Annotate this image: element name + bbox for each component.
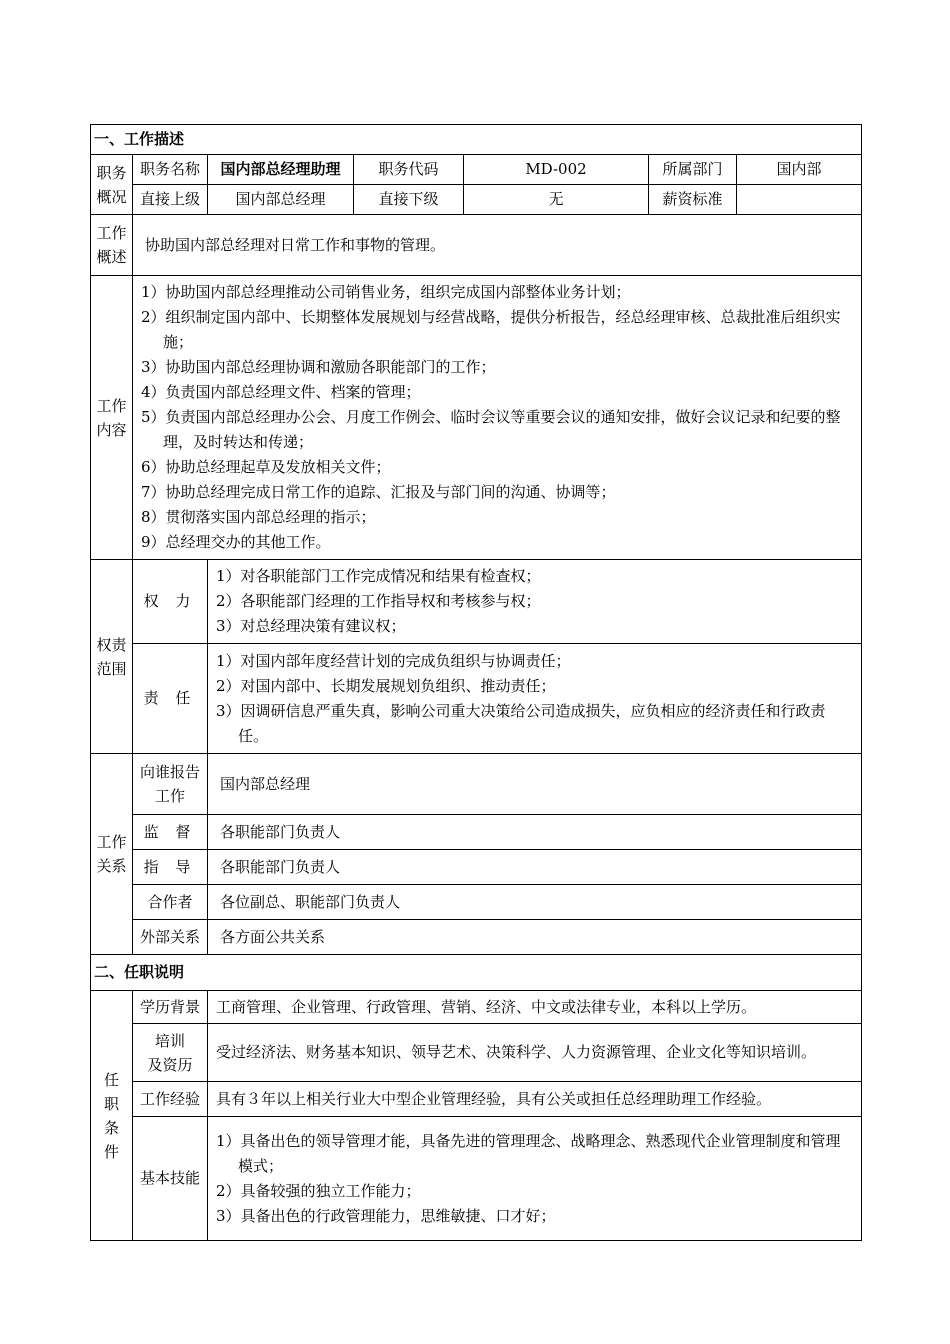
external-relations-value: 各方面公共关系 (208, 920, 862, 955)
guide-value: 各职能部门负责人 (208, 850, 862, 885)
supervise-value: 各职能部门负责人 (208, 815, 862, 850)
relation-row-external (91, 920, 862, 955)
position-code-value: MD-002 (464, 155, 649, 185)
training-value: 受过经济法、财务基本知识、领导艺术、决策科学、人力资源管理、企业文化等知识培训。 (208, 1024, 862, 1082)
direct-subordinate-value: 无 (464, 185, 649, 215)
report-to-label: 向谁报告 工作 (133, 754, 208, 815)
experience-row (91, 1082, 862, 1117)
section-header-row (91, 125, 862, 155)
relation-row-report (91, 754, 862, 815)
direct-superior-value: 国内部总经理 (208, 185, 354, 215)
skills-label: 基本技能 (133, 1117, 208, 1241)
section-title-job-description: 一、工作描述 (91, 125, 862, 155)
power-label: 权 力 (133, 560, 208, 644)
list-item: 3）具备出色的行政管理能力，思维敏捷、口才好； (216, 1206, 556, 1225)
supervise-label: 监 督 (133, 815, 208, 850)
department-value: 国内部 (737, 155, 862, 185)
power-row (91, 560, 862, 644)
list-item: 2）各职能部门经理的工作指导权和考核参与权； (216, 592, 541, 610)
relation-row-cooperate (91, 885, 862, 920)
qualifications-label: 任 职 条 件 (91, 991, 133, 1241)
position-name-value: 国内部总经理助理 (208, 155, 354, 185)
relation-row-guide (91, 850, 862, 885)
scope-label: 权责 范围 (91, 560, 133, 754)
list-item: 1）对国内部年度经营计划的完成负组织与协调责任； (216, 651, 571, 670)
section-title-qualifications: 二、任职说明 (91, 955, 862, 991)
report-to-value: 国内部总经理 (208, 754, 862, 815)
power-list (208, 560, 862, 644)
work-content-row (91, 276, 862, 560)
list-item: 5）负责国内部总经理办公会、月度工作例会、临时会议等重要会议的通知安排，做好会议记录和纪要的整理，及时转达和传递； (141, 408, 841, 451)
position-code-label: 职务代码 (354, 155, 464, 185)
list-item: 6）协助总经理起草及发放相关文件； (141, 458, 391, 476)
work-summary-text: 协助国内部总经理对日常工作和事物的管理。 (133, 215, 862, 276)
relation-row-supervise (91, 815, 862, 850)
list-item: 3）因调研信息严重失真，影响公司重大决策给公司造成损失，应负相应的经济责任和行政责任。 (216, 701, 826, 745)
training-row (91, 1024, 862, 1082)
list-item: 3）对总经理决策有建议权； (216, 617, 406, 635)
salary-standard-label: 薪资标准 (649, 185, 737, 215)
work-summary-row (91, 215, 862, 276)
work-content-label: 工作 内容 (91, 276, 133, 560)
duty-row (91, 644, 862, 754)
training-label: 培训 及资历 (133, 1024, 208, 1082)
list-item: 1）对各职能部门工作完成情况和结果有检查权； (216, 567, 541, 585)
list-item: 1）协助国内部总经理推动公司销售业务，组织完成国内部整体业务计划； (141, 283, 631, 301)
list-item: 4）负责国内部总经理文件、档案的管理； (141, 383, 421, 401)
guide-label: 指 导 (133, 850, 208, 885)
list-item: 2）组织制定国内部中、长期整体发展规划与经营战略，提供分析报告，经总经理审核、总裁批准后组织实施； (141, 308, 841, 351)
list-item: 2）具备较强的独立工作能力； (216, 1181, 421, 1200)
list-item: 2）对国内部中、长期发展规划负组织、推动责任； (216, 676, 556, 695)
overview-row-2 (91, 185, 862, 215)
skills-row (91, 1117, 862, 1241)
direct-superior-label: 直接上级 (133, 185, 208, 215)
relations-label: 工作 关系 (91, 754, 133, 955)
experience-value: 具有３年以上相关行业大中型企业管理经验，具有公关或担任总经理助理工作经验。 (208, 1082, 862, 1117)
list-item: 1）具备出色的领导管理才能，具备先进的管理理念、战略理念、熟悉现代企业管理制度和管理模式； (216, 1131, 841, 1175)
salary-standard-value (737, 185, 862, 215)
experience-label: 工作经验 (133, 1082, 208, 1117)
overview-group-label: 职务 概况 (91, 155, 133, 215)
duty-list (208, 644, 862, 754)
section-header-row (91, 955, 862, 991)
list-item: 8）贯彻落实国内部总经理的指示； (141, 508, 376, 526)
list-item: 9）总经理交办的其他工作。 (141, 533, 331, 551)
education-value: 工商管理、企业管理、行政管理、营销、经济、中文或法律专业，本科以上学历。 (208, 991, 862, 1024)
job-description-table (90, 124, 862, 1241)
education-label: 学历背景 (133, 991, 208, 1024)
direct-subordinate-label: 直接下级 (354, 185, 464, 215)
overview-row-1 (91, 155, 862, 185)
position-name-label: 职务名称 (133, 155, 208, 185)
cooperator-label: 合作者 (133, 885, 208, 920)
duty-label: 责 任 (133, 644, 208, 754)
external-relations-label: 外部关系 (133, 920, 208, 955)
work-content-list (133, 276, 862, 560)
job-description-document (90, 124, 861, 1241)
work-summary-label: 工作 概述 (91, 215, 133, 276)
list-item: 3）协助国内部总经理协调和激励各职能部门的工作； (141, 358, 496, 376)
cooperator-value: 各位副总、职能部门负责人 (208, 885, 862, 920)
department-label: 所属部门 (649, 155, 737, 185)
education-row (91, 991, 862, 1024)
skills-list (208, 1117, 862, 1241)
list-item: 7）协助总经理完成日常工作的追踪、汇报及与部门间的沟通、协调等； (141, 483, 616, 501)
